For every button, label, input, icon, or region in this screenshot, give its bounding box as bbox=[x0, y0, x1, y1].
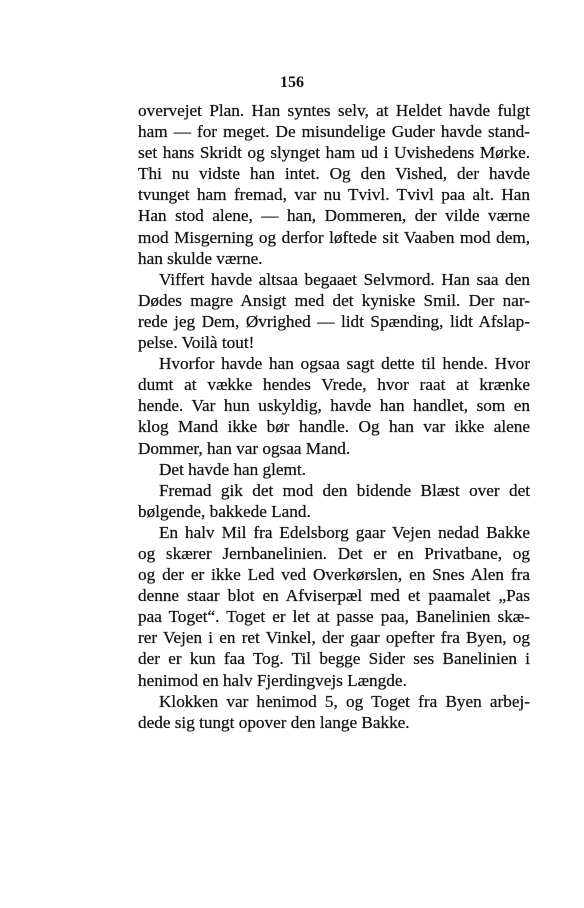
text-line: overvejet Plan. Han syntes selv, at Heldet havde fulgt bbox=[138, 101, 530, 120]
text-line: En halv Mil fra Edelsborg gaar Vejen nedad Bakke bbox=[159, 522, 530, 542]
body-text bbox=[138, 100, 530, 733]
text-line: Dødes magre Ansigt med det kyniske Smil. Der nar- bbox=[138, 290, 530, 310]
text-line: ham — for meget. De misundelige Guder havde stand- bbox=[138, 122, 530, 142]
text-line: og der er ikke Led ved Overkørslen, en Snes Alen fra bbox=[138, 565, 530, 585]
paragraph bbox=[138, 522, 530, 691]
text-line: klog Mand ikke bør handle. Og han var ikke alene bbox=[138, 417, 530, 437]
paragraph bbox=[138, 353, 530, 458]
text-line: Hvorfor havde han ogsaa sagt dette til hende. Hvor bbox=[159, 354, 530, 374]
text-line: bølgende, bakkede Land. bbox=[138, 501, 311, 521]
text-line: Viffert havde altsaa begaaet Selvmord. Han saa den bbox=[159, 269, 530, 289]
paragraph bbox=[138, 100, 530, 269]
text-line: Klokken var henimod 5, og Toget fra Byen arbej- bbox=[159, 691, 530, 711]
paragraph bbox=[138, 459, 530, 480]
text-line: Dommer, han var ogsaa Mand. bbox=[138, 438, 351, 458]
text-line: henimod en halv Fjerdingvejs Længde. bbox=[138, 670, 407, 690]
text-line: og skærer Jernbanelinien. Det er en Privatbane, og bbox=[138, 543, 530, 563]
paragraph bbox=[138, 480, 530, 522]
text-line: tvunget ham fremad, var nu Tvivl. Tvivl paa alt. Han bbox=[138, 185, 530, 205]
text-line: rer Vejen i en ret Vinkel, der gaar opefter fra Byen, og bbox=[138, 628, 530, 648]
text-line: set hans Skridt og slynget ham ud i Uvishedens Mørke. bbox=[138, 143, 530, 163]
page-number: 156 bbox=[280, 74, 304, 91]
text-line: pelse. Voilà tout! bbox=[138, 333, 255, 353]
text-line: Fremad gik det mod den bidende Blæst over det bbox=[159, 480, 530, 500]
text-line: Det havde han glemt. bbox=[159, 459, 307, 479]
paragraph bbox=[138, 269, 530, 353]
text-line: han skulde værne. bbox=[138, 248, 263, 268]
text-line: der er kun faa Tog. Til begge Sider ses Banelinien i bbox=[138, 649, 530, 669]
text-line: mod Misgerning og derfor løftede sit Vaaben mod dem, bbox=[138, 227, 530, 247]
text-line: paa Toget“. Toget er let at passe paa, Banelinien skæ- bbox=[138, 607, 530, 627]
text-line: Han stod alene, — han, Dommeren, der vilde værne bbox=[138, 206, 530, 226]
text-line: denne staar blot en Afviserpæl med et paamalet „Pas bbox=[138, 586, 530, 606]
text-line: hende. Var hun uskyldig, havde han handlet, som en bbox=[138, 396, 530, 416]
paragraph bbox=[138, 691, 530, 733]
text-line: dede sig tungt opover den lange Bakke. bbox=[138, 712, 410, 732]
text-line: rede jeg Dem, Øvrighed — lidt Spænding, lidt Afslap- bbox=[138, 311, 530, 331]
text-line: dumt at vække hendes Vrede, hvor raat at krænke bbox=[138, 375, 530, 395]
text-line: Thi nu vidste han intet. Og den Vished, der havde bbox=[138, 164, 530, 184]
